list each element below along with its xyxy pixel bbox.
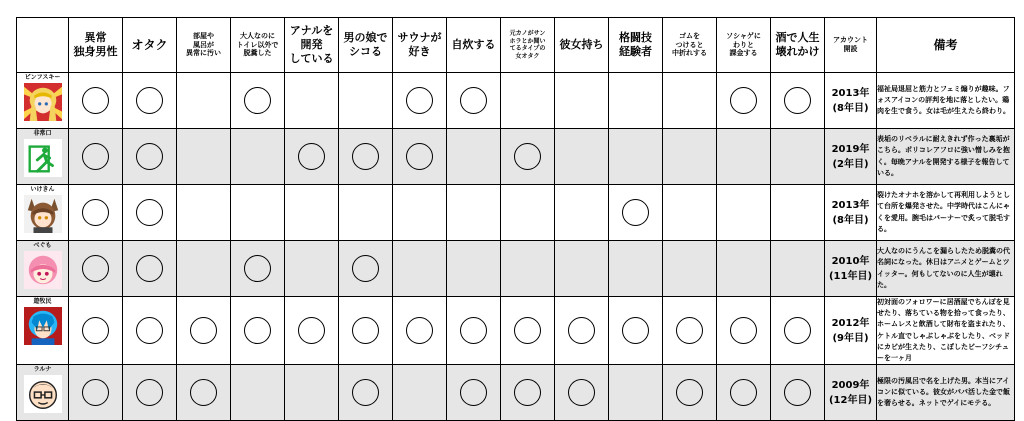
mark-cell: [285, 185, 339, 241]
mark-cell: [285, 73, 339, 129]
mark-cell: [609, 73, 663, 129]
user-cell: [17, 73, 69, 129]
circle-mark-icon: [352, 379, 379, 406]
header-condom: ゴムを つけると 中折れする: [663, 18, 717, 73]
mark-cell: [69, 365, 123, 421]
header-sauna: サウナが 好き: [393, 18, 447, 73]
user-name: ピンフスキー: [24, 74, 61, 81]
mark-cell: [285, 241, 339, 297]
circle-mark-icon: [244, 317, 271, 344]
mark-cell: [177, 241, 231, 297]
mark-cell: [393, 73, 447, 129]
header-row: [17, 18, 1015, 73]
circle-mark-icon: [676, 379, 703, 406]
table-body: [17, 73, 1015, 421]
circle-mark-icon: [730, 379, 757, 406]
circle-mark-icon: [190, 379, 217, 406]
mark-cell: [231, 129, 285, 185]
circle-mark-icon: [784, 317, 811, 344]
user-name: 非常口: [33, 130, 52, 137]
mark-cell: [609, 185, 663, 241]
circle-mark-icon: [460, 317, 487, 344]
mark-cell: [555, 297, 609, 365]
mark-cell: [501, 129, 555, 185]
mark-cell: [609, 129, 663, 185]
mark-cell: [555, 129, 609, 185]
header-alcohol: 酒で人生 壊れかけ: [771, 18, 825, 73]
header-dirty-room: 部屋や 風呂が 異常に汚い: [177, 18, 231, 73]
mark-cell: [771, 241, 825, 297]
mark-cell: [447, 241, 501, 297]
account-start-value: 2010年 (11年目): [825, 241, 877, 297]
mark-cell: [393, 365, 447, 421]
mark-cell: [393, 241, 447, 297]
user-name: 遊牧民: [33, 298, 52, 305]
circle-mark-icon: [136, 317, 163, 344]
notes-text: 裂けたオナホを溶かして再利用しようとして台所を爆発させた。中学時代はこんにゃくを愛用。腕毛はバーナーで炙って脱毛する。: [877, 185, 1015, 241]
mark-cell: [231, 241, 285, 297]
mark-cell: [663, 241, 717, 297]
circle-mark-icon: [730, 317, 757, 344]
mark-cell: [663, 185, 717, 241]
mark-cell: [177, 129, 231, 185]
mark-cell: [393, 185, 447, 241]
mark-cell: [555, 185, 609, 241]
notes-text: 表垢のリベラルに耐えきれず作った裏垢がこちら。ポリコレアフロに強い憎しみを抱く。毎晩アナルを開発する様子を報告している。: [877, 129, 1015, 185]
mark-cell: [123, 241, 177, 297]
mark-cell: [609, 241, 663, 297]
circle-mark-icon: [82, 255, 109, 282]
table-row: [17, 297, 1015, 365]
header-accident: 大人なのに トイレ以外で 脱糞した: [231, 18, 285, 73]
circle-mark-icon: [190, 317, 217, 344]
mark-cell: [339, 297, 393, 365]
circle-mark-icon: [514, 143, 541, 170]
mark-cell: [501, 297, 555, 365]
mark-cell: [663, 365, 717, 421]
circle-mark-icon: [352, 143, 379, 170]
mark-cell: [339, 365, 393, 421]
mark-cell: [771, 73, 825, 129]
mark-cell: [339, 129, 393, 185]
mark-cell: [501, 241, 555, 297]
header-notes: 備考: [877, 18, 1015, 73]
circle-mark-icon: [568, 379, 595, 406]
mark-cell: [447, 297, 501, 365]
anime-blonde-girl-avatar-icon: [24, 83, 62, 121]
user-name: べぐも: [33, 242, 52, 249]
mark-cell: [771, 297, 825, 365]
mark-cell: [717, 241, 771, 297]
circle-mark-icon: [352, 317, 379, 344]
table-row: [17, 241, 1015, 297]
mark-cell: [339, 241, 393, 297]
mark-cell: [717, 129, 771, 185]
circle-mark-icon: [406, 317, 433, 344]
circle-mark-icon: [136, 87, 163, 114]
mark-cell: [609, 297, 663, 365]
mark-cell: [663, 129, 717, 185]
header-ex-girlfriend-otaku: 元カノがサン ホラとか聞い てるタイプの 女オタク: [501, 18, 555, 73]
mark-cell: [339, 185, 393, 241]
mark-cell: [447, 185, 501, 241]
circle-mark-icon: [136, 255, 163, 282]
circle-mark-icon: [298, 317, 325, 344]
header-corner: [17, 18, 69, 73]
header-otokonoko: 男の娘で シコる: [339, 18, 393, 73]
user-cell: [17, 241, 69, 297]
circle-mark-icon: [514, 379, 541, 406]
circle-mark-icon: [784, 379, 811, 406]
mark-cell: [231, 297, 285, 365]
circle-mark-icon: [244, 255, 271, 282]
anime-pink-hair-avatar-icon: [24, 251, 62, 289]
mark-cell: [555, 241, 609, 297]
user-cell: [17, 129, 69, 185]
status-table: [16, 17, 1015, 421]
anime-animal-ears-avatar-icon: [24, 195, 62, 233]
mark-cell: [69, 129, 123, 185]
header-gacha-spending: ソシャゲに わりと 課金する: [717, 18, 771, 73]
circle-mark-icon: [82, 379, 109, 406]
notes-text: 大人なのにうんこを漏らしたため脱糞の代名詞になった。休日はアニメとゲームとツイッター。何もしてないのに人生が壊れた。: [877, 241, 1015, 297]
mark-cell: [177, 365, 231, 421]
table-row: [17, 365, 1015, 421]
mark-cell: [285, 297, 339, 365]
notes-text: 福祉局退屈と筋力とフェミ煽りが趣味。フォスアイコンの評判を地に落としたい。鶏肉を生で食う。女は毛が生えたら終わり。: [877, 73, 1015, 129]
account-start-value: 2019年 (2年目): [825, 129, 877, 185]
mark-cell: [609, 365, 663, 421]
notes-text: 初対面のフォロワーに居酒屋でちんぽを見せたり、落ちている物を拾って食ったり、ホームレスと飲酒して財布を盗まれたり、ケトル直でしゃぶしゃぶをしたり、ベッドにカビが生えたり、こぼしたビーフシチューを一ヶ月: [877, 297, 1015, 365]
table-row: [17, 73, 1015, 129]
circle-mark-icon: [622, 317, 649, 344]
circle-mark-icon: [82, 199, 109, 226]
mark-cell: [339, 73, 393, 129]
header-unusual-single-male: 異常 独身男性: [69, 18, 123, 73]
circle-mark-icon: [82, 143, 109, 170]
cartoon-glasses-face-avatar-icon: [24, 375, 62, 413]
circle-mark-icon: [676, 317, 703, 344]
header-account-start: アカウント 開設: [825, 18, 877, 73]
circle-mark-icon: [406, 143, 433, 170]
mark-cell: [501, 73, 555, 129]
notes-text: 極限の汚風呂で名を上げた男。本当にアイコンに似ている。彼女がパパ活した金で飯を奢らせる。ネットでゲイにモテる。: [877, 365, 1015, 421]
mark-cell: [123, 365, 177, 421]
mark-cell: [555, 73, 609, 129]
mark-cell: [393, 129, 447, 185]
header-has-girlfriend: 彼女持ち: [555, 18, 609, 73]
mark-cell: [717, 297, 771, 365]
circle-mark-icon: [514, 317, 541, 344]
mark-cell: [69, 73, 123, 129]
account-start-value: 2013年 (8年目): [825, 73, 877, 129]
mark-cell: [123, 297, 177, 365]
mark-cell: [447, 365, 501, 421]
mark-cell: [663, 297, 717, 365]
mark-cell: [771, 365, 825, 421]
mark-cell: [447, 73, 501, 129]
circle-mark-icon: [298, 143, 325, 170]
mark-cell: [123, 185, 177, 241]
mark-cell: [771, 129, 825, 185]
mark-cell: [123, 73, 177, 129]
user-cell: [17, 365, 69, 421]
circle-mark-icon: [730, 87, 757, 114]
mark-cell: [555, 365, 609, 421]
table-row: [17, 129, 1015, 185]
circle-mark-icon: [136, 143, 163, 170]
circle-mark-icon: [82, 87, 109, 114]
user-cell: [17, 297, 69, 365]
mark-cell: [447, 129, 501, 185]
circle-mark-icon: [568, 317, 595, 344]
circle-mark-icon: [460, 87, 487, 114]
circle-mark-icon: [406, 87, 433, 114]
mark-cell: [177, 297, 231, 365]
circle-mark-icon: [244, 87, 271, 114]
mark-cell: [177, 185, 231, 241]
mark-cell: [663, 73, 717, 129]
header-otaku: オタク: [123, 18, 177, 73]
anime-blue-hair-avatar-icon: [24, 307, 62, 345]
header-anal-training: アナルを 開発 している: [285, 18, 339, 73]
user-cell: [17, 185, 69, 241]
account-start-value: 2012年 (9年目): [825, 297, 877, 365]
mark-cell: [69, 297, 123, 365]
mark-cell: [123, 129, 177, 185]
table-row: [17, 185, 1015, 241]
user-name: いけきん: [30, 186, 55, 193]
mark-cell: [717, 185, 771, 241]
user-name: ラルナ: [33, 366, 52, 374]
mark-cell: [771, 185, 825, 241]
mark-cell: [177, 73, 231, 129]
emergency-exit-sign-icon: [24, 139, 62, 177]
mark-cell: [285, 365, 339, 421]
mark-cell: [717, 73, 771, 129]
mark-cell: [501, 185, 555, 241]
mark-cell: [501, 365, 555, 421]
account-start-value: 2013年 (8年目): [825, 185, 877, 241]
circle-mark-icon: [784, 87, 811, 114]
circle-mark-icon: [352, 255, 379, 282]
mark-cell: [231, 185, 285, 241]
account-start-value: 2009年 (12年目): [825, 365, 877, 421]
mark-cell: [285, 129, 339, 185]
mark-cell: [393, 297, 447, 365]
circle-mark-icon: [622, 199, 649, 226]
header-cooking: 自炊する: [447, 18, 501, 73]
circle-mark-icon: [136, 199, 163, 226]
circle-mark-icon: [82, 317, 109, 344]
circle-mark-icon: [136, 379, 163, 406]
mark-cell: [69, 241, 123, 297]
header-martial-arts: 格闘技 経験者: [609, 18, 663, 73]
mark-cell: [717, 365, 771, 421]
mark-cell: [231, 73, 285, 129]
circle-mark-icon: [460, 379, 487, 406]
mark-cell: [69, 185, 123, 241]
mark-cell: [231, 365, 285, 421]
